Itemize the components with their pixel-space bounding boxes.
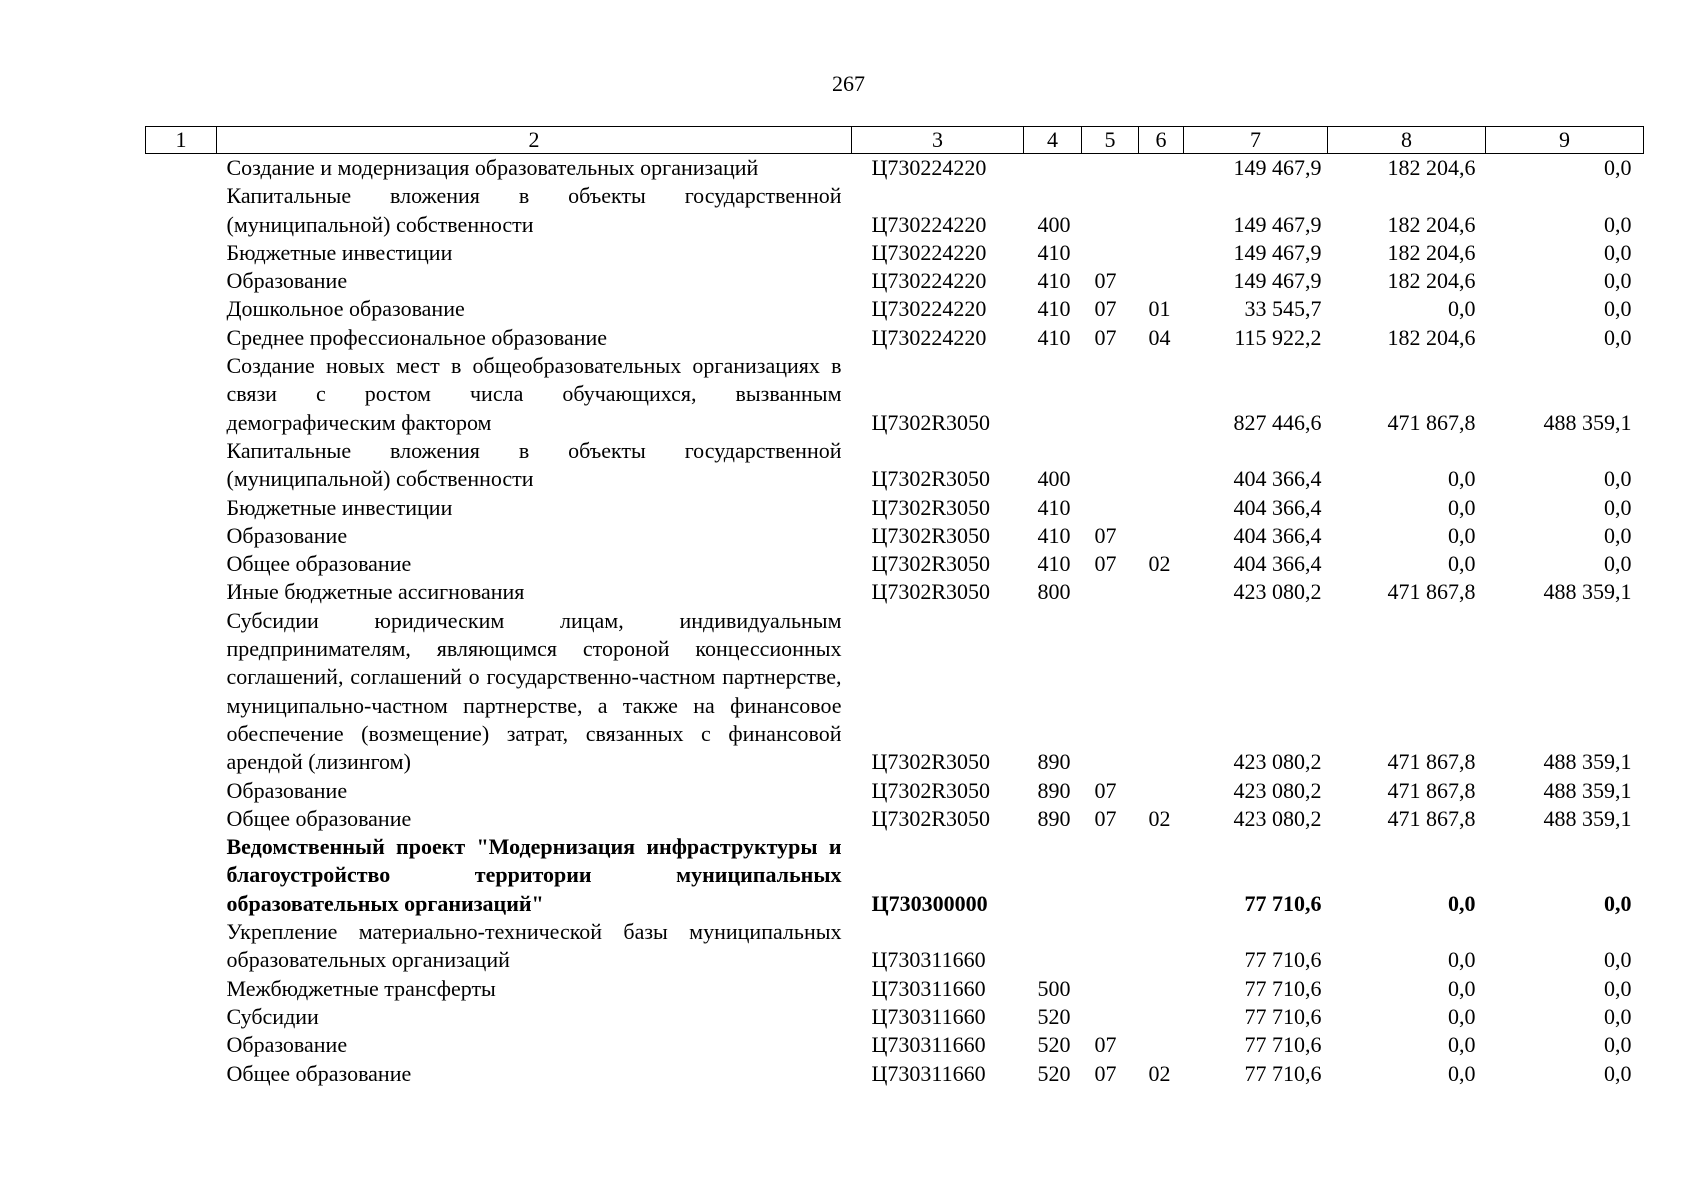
row-section — [1082, 578, 1139, 606]
row-target-code: Ц7302R3050 — [871, 551, 991, 577]
row-value-col7: 149 467,9 — [1233, 239, 1322, 265]
row-value-col8: 0,0 — [1448, 947, 1476, 973]
row-value-col7: 77 710,6 — [1244, 1003, 1322, 1029]
row-subsection — [1139, 239, 1184, 267]
column-header-5: 5 — [1082, 127, 1139, 154]
row-value-col8: 182 204,6 — [1387, 211, 1476, 237]
row-value-col8: 0,0 — [1448, 1003, 1476, 1029]
row-value-col7: 149 467,9 — [1233, 268, 1322, 294]
row-value-col7: 77 710,6 — [1244, 1032, 1322, 1058]
row-spacer — [146, 154, 217, 183]
page-number: 267 — [832, 71, 865, 96]
row-target-code: Ц7302R3050 — [871, 409, 991, 435]
row-name: Общее образование — [226, 551, 412, 577]
row-name: Капитальные вложения в объекты государственной (муниципальной) собственности — [226, 437, 842, 492]
row-spacer — [146, 805, 217, 833]
table-row — [146, 182, 1644, 239]
row-subsection: 02 — [1148, 551, 1171, 577]
row-value-col7: 77 710,6 — [1244, 1060, 1322, 1086]
row-section — [1082, 1003, 1139, 1031]
row-spacer — [146, 918, 217, 975]
row-spacer — [146, 578, 217, 606]
table-row — [146, 324, 1644, 352]
row-spacer — [146, 833, 217, 918]
row-expense-type: 410 — [1037, 239, 1071, 265]
header-row — [146, 127, 1644, 154]
row-target-code: Ц730311660 — [871, 1032, 986, 1058]
row-target-code: Ц7302R3050 — [871, 579, 991, 605]
row-value-col9: 488 359,1 — [1543, 777, 1632, 803]
row-value-col9: 0,0 — [1604, 239, 1632, 265]
row-value-col9: 0,0 — [1604, 522, 1632, 548]
row-target-code: Ц7302R3050 — [871, 749, 991, 775]
row-value-col9: 0,0 — [1604, 324, 1632, 350]
row-value-col8: 471 867,8 — [1387, 805, 1476, 831]
row-value-col9: 0,0 — [1604, 551, 1632, 577]
table-row — [146, 1031, 1644, 1059]
row-value-col8: 0,0 — [1448, 1060, 1476, 1086]
row-value-col7: 404 366,4 — [1233, 494, 1322, 520]
row-target-code: Ц730311660 — [871, 947, 986, 973]
row-spacer — [146, 607, 217, 777]
row-spacer — [146, 182, 217, 239]
column-header-8: 8 — [1328, 127, 1486, 154]
row-target-code: Ц730224220 — [871, 239, 987, 265]
row-spacer — [146, 239, 217, 267]
row-value-col9: 488 359,1 — [1543, 409, 1632, 435]
row-value-col9: 0,0 — [1604, 494, 1632, 520]
row-expense-type: 520 — [1037, 1003, 1071, 1029]
row-name: Капитальные вложения в объекты государственной (муниципальной) собственности — [226, 183, 842, 237]
row-value-col9: 0,0 — [1604, 211, 1632, 237]
row-expense-type: 890 — [1037, 805, 1071, 831]
row-subsection — [1139, 777, 1184, 805]
row-subsection: 02 — [1148, 1060, 1171, 1086]
row-target-code: Ц730300000 — [871, 890, 988, 916]
row-section — [1082, 918, 1139, 975]
row-target-code: Ц730311660 — [871, 1003, 986, 1029]
row-value-col7: 404 366,4 — [1233, 551, 1322, 577]
row-spacer — [146, 267, 217, 295]
row-subsection: 02 — [1148, 805, 1171, 831]
row-subsection: 01 — [1148, 296, 1171, 322]
row-value-col9: 488 359,1 — [1543, 805, 1632, 831]
row-name: Межбюджетные трансферты — [226, 975, 496, 1001]
row-value-col9: 0,0 — [1604, 1032, 1632, 1058]
table-row — [146, 805, 1644, 833]
row-target-code: Ц730224220 — [871, 324, 987, 350]
row-subsection — [1139, 578, 1184, 606]
row-section: 07 — [1094, 268, 1117, 294]
row-subsection — [1139, 1031, 1184, 1059]
row-name: Образование — [226, 1032, 348, 1058]
row-spacer — [146, 975, 217, 1003]
row-value-col7: 115 922,2 — [1234, 324, 1322, 350]
table-row — [146, 918, 1644, 975]
row-name: Укрепление материально-технической базы муниципальных образовательных организаций — [226, 919, 842, 973]
row-name: Бюджетные инвестиции — [226, 239, 453, 265]
row-target-code: Ц7302R3050 — [871, 805, 991, 831]
row-value-col7: 423 080,2 — [1233, 579, 1322, 605]
table-row — [146, 352, 1644, 437]
row-spacer — [146, 1031, 217, 1059]
column-header-7: 7 — [1184, 127, 1328, 154]
row-target-code: Ц7302R3050 — [871, 777, 991, 803]
column-header-2: 2 — [217, 127, 852, 154]
row-expense-type: 410 — [1037, 551, 1071, 577]
row-section — [1082, 833, 1139, 918]
row-value-col8: 0,0 — [1448, 890, 1476, 916]
row-spacer — [146, 1060, 217, 1088]
row-name: Создание и модернизация образовательных организаций — [226, 155, 759, 180]
row-name: Иные бюджетные ассигнования — [226, 579, 525, 605]
row-value-col9: 0,0 — [1604, 947, 1632, 973]
row-spacer — [146, 352, 217, 437]
row-target-code: Ц730224220 — [871, 211, 987, 237]
row-value-col9: 488 359,1 — [1543, 579, 1632, 605]
row-value-col8: 0,0 — [1448, 296, 1476, 322]
row-subsection — [1139, 607, 1184, 777]
row-value-col9: 0,0 — [1604, 466, 1632, 492]
row-section — [1082, 607, 1139, 777]
row-value-col7: 423 080,2 — [1233, 777, 1322, 803]
row-value-col7: 33 545,7 — [1244, 296, 1322, 322]
row-value-col8: 0,0 — [1448, 975, 1476, 1001]
row-expense-type — [1024, 833, 1082, 918]
row-expense-type: 410 — [1037, 324, 1071, 350]
row-value-col8: 471 867,8 — [1387, 579, 1476, 605]
row-value-col7: 827 446,6 — [1233, 409, 1322, 435]
row-value-col8: 182 204,6 — [1387, 324, 1476, 350]
row-value-col8: 0,0 — [1448, 1032, 1476, 1058]
row-value-col9: 0,0 — [1604, 890, 1632, 916]
row-value-col9: 0,0 — [1604, 1003, 1632, 1029]
row-value-col7: 77 710,6 — [1244, 890, 1322, 916]
row-value-col7: 77 710,6 — [1244, 947, 1322, 973]
row-spacer — [146, 777, 217, 805]
row-spacer — [146, 522, 217, 550]
table-row — [146, 578, 1644, 606]
row-spacer — [146, 550, 217, 578]
column-header-1: 1 — [146, 127, 217, 154]
table-row — [146, 494, 1644, 522]
table-row — [146, 1003, 1644, 1031]
row-value-col8: 471 867,8 — [1387, 749, 1476, 775]
column-header-4: 4 — [1024, 127, 1082, 154]
table-body — [146, 154, 1644, 1088]
row-value-col7: 149 467,9 — [1233, 211, 1322, 237]
row-value-col8: 182 204,6 — [1387, 155, 1476, 180]
row-expense-type — [1024, 352, 1082, 437]
table-row — [146, 437, 1644, 494]
row-value-col9: 0,0 — [1604, 155, 1632, 180]
row-value-col9: 0,0 — [1604, 975, 1632, 1001]
row-value-col7: 404 366,4 — [1233, 466, 1322, 492]
row-subsection — [1139, 1003, 1184, 1031]
row-expense-type: 400 — [1037, 466, 1071, 492]
row-name: Субсидии юридическим лицам, индивидуальным предпринимателям, являющимся стороной концессионных соглашений, соглашений о государственно-частном партнерстве, муниципально-частном партнерстве, а также на финансовое обеспечение (возмещение) затрат, связанных с финансовой арендой (лизингом) — [226, 607, 842, 775]
table-row — [146, 1060, 1644, 1088]
row-expense-type: 410 — [1037, 522, 1071, 548]
table-row — [146, 975, 1644, 1003]
table-row — [146, 550, 1644, 578]
row-expense-type: 410 — [1037, 268, 1071, 294]
row-subsection — [1139, 833, 1184, 918]
row-expense-type: 410 — [1037, 494, 1071, 520]
table-row — [146, 833, 1644, 918]
row-section: 07 — [1094, 324, 1117, 350]
row-section: 07 — [1094, 551, 1117, 577]
row-subsection — [1139, 437, 1184, 494]
row-section: 07 — [1094, 1032, 1117, 1058]
row-subsection — [1139, 975, 1184, 1003]
table-row — [146, 239, 1644, 267]
row-expense-type: 400 — [1037, 211, 1071, 237]
row-target-code: Ц730311660 — [871, 975, 986, 1001]
row-expense-type: 800 — [1037, 579, 1071, 605]
row-subsection — [1139, 494, 1184, 522]
row-name: Общее образование — [226, 1060, 412, 1086]
row-value-col8: 182 204,6 — [1387, 239, 1476, 265]
row-name: Ведомственный проект "Модернизация инфраструктуры и благоустройство территории муниципальных образовательных организаций" — [226, 834, 842, 916]
row-value-col9: 488 359,1 — [1543, 749, 1632, 775]
row-expense-type: 890 — [1037, 777, 1071, 803]
table-row — [146, 777, 1644, 805]
table-row — [146, 522, 1644, 550]
row-subsection — [1139, 154, 1184, 183]
row-subsection — [1139, 267, 1184, 295]
row-name: Субсидии — [226, 1003, 319, 1029]
row-subsection: 04 — [1148, 324, 1171, 350]
row-value-col8: 471 867,8 — [1387, 777, 1476, 803]
row-spacer — [146, 437, 217, 494]
column-header-6: 6 — [1139, 127, 1184, 154]
row-target-code: Ц730311660 — [871, 1060, 986, 1086]
row-value-col8: 0,0 — [1448, 494, 1476, 520]
row-target-code: Ц730224220 — [871, 268, 987, 294]
row-name: Дошкольное образование — [226, 296, 465, 322]
row-name: Создание новых мест в общеобразовательных организациях в связи с ростом числа обучающихся, вызванным демографическим фактором — [226, 353, 842, 435]
row-expense-type — [1024, 918, 1082, 975]
row-section — [1082, 182, 1139, 239]
row-value-col8: 0,0 — [1448, 466, 1476, 492]
row-value-col9: 0,0 — [1604, 296, 1632, 322]
row-name: Среднее профессиональное образование — [226, 324, 608, 350]
row-subsection — [1139, 918, 1184, 975]
row-target-code: Ц7302R3050 — [871, 466, 991, 492]
row-section: 07 — [1094, 1060, 1117, 1086]
row-section: 07 — [1094, 522, 1117, 548]
row-expense-type: 890 — [1037, 749, 1071, 775]
table-row — [146, 154, 1644, 183]
row-spacer — [146, 324, 217, 352]
row-name: Образование — [226, 777, 348, 803]
row-value-col8: 0,0 — [1448, 522, 1476, 548]
row-value-col9: 0,0 — [1604, 1060, 1632, 1086]
row-section — [1082, 437, 1139, 494]
row-section: 07 — [1094, 296, 1117, 322]
row-name: Бюджетные инвестиции — [226, 494, 453, 520]
row-target-code: Ц7302R3050 — [871, 522, 991, 548]
row-section — [1082, 494, 1139, 522]
row-section — [1082, 352, 1139, 437]
row-value-col9: 0,0 — [1604, 268, 1632, 294]
row-section — [1082, 239, 1139, 267]
row-spacer — [146, 494, 217, 522]
row-target-code: Ц730224220 — [871, 296, 987, 322]
table-row — [146, 267, 1644, 295]
row-expense-type: 500 — [1037, 975, 1071, 1001]
table-row — [146, 295, 1644, 323]
row-section: 07 — [1094, 805, 1117, 831]
row-value-col8: 471 867,8 — [1387, 409, 1476, 435]
row-expense-type: 520 — [1037, 1060, 1071, 1086]
row-value-col8: 0,0 — [1448, 551, 1476, 577]
row-subsection — [1139, 352, 1184, 437]
row-section — [1082, 975, 1139, 1003]
row-subsection — [1139, 522, 1184, 550]
budget-table — [145, 126, 1644, 1088]
row-expense-type: 520 — [1037, 1032, 1071, 1058]
table-row — [146, 607, 1644, 777]
row-name: Образование — [226, 268, 348, 294]
row-value-col7: 423 080,2 — [1233, 805, 1322, 831]
row-target-code: Ц730224220 — [871, 155, 987, 180]
column-header-9: 9 — [1486, 127, 1644, 154]
row-name: Общее образование — [226, 805, 412, 831]
row-expense-type — [1024, 154, 1082, 183]
row-spacer — [146, 1003, 217, 1031]
row-name: Образование — [226, 522, 348, 548]
row-subsection — [1139, 182, 1184, 239]
row-expense-type: 410 — [1037, 296, 1071, 322]
row-value-col7: 77 710,6 — [1244, 975, 1322, 1001]
row-value-col7: 149 467,9 — [1233, 155, 1322, 180]
row-section: 07 — [1094, 777, 1117, 803]
row-section — [1082, 154, 1139, 183]
column-header-3: 3 — [852, 127, 1024, 154]
row-target-code: Ц7302R3050 — [871, 494, 991, 520]
row-value-col7: 404 366,4 — [1233, 522, 1322, 548]
row-value-col8: 182 204,6 — [1387, 268, 1476, 294]
row-value-col7: 423 080,2 — [1233, 749, 1322, 775]
row-spacer — [146, 295, 217, 323]
